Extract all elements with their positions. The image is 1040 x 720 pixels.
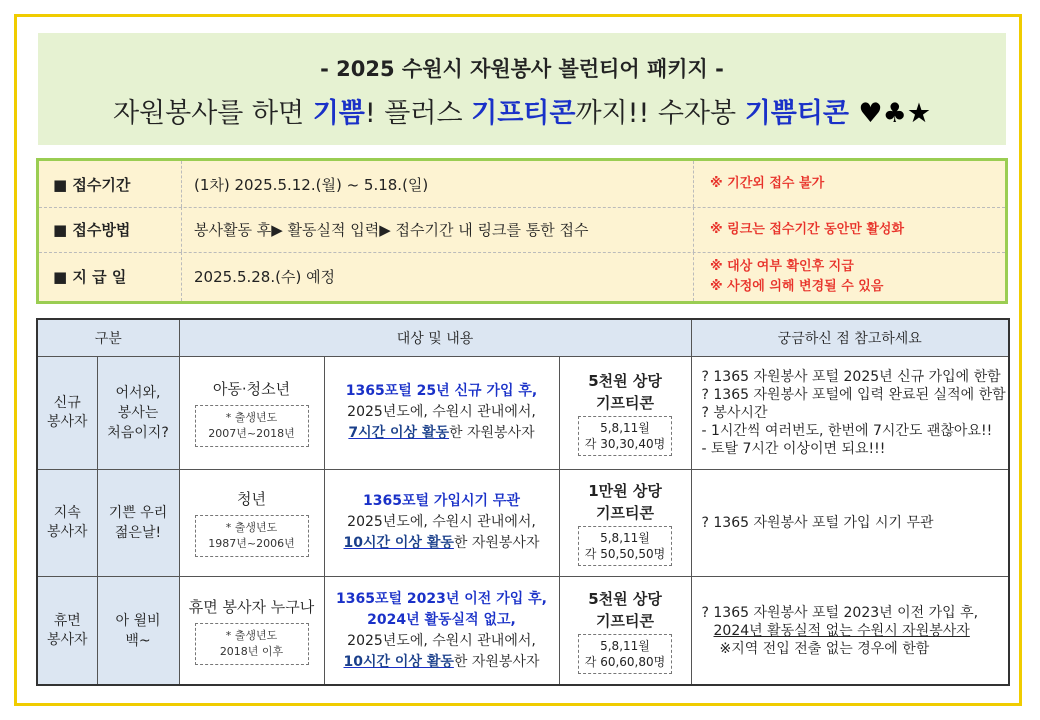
target-name: 아동·청소년 [212,380,291,399]
birth-label: * 출생년도 [225,629,278,643]
info-value: 봉사활동 후▶ 활동실적 입력▶ 접수기간 내 링크를 통한 접수 [181,207,693,252]
category-slogan [97,577,179,685]
content-tail: 한 자원봉사자 [449,425,535,442]
content-line: 2025년도에, 수원시 관내에서, [347,632,536,649]
reward-type: 기프티콘 [596,503,654,522]
category-line: 봉사자 [46,631,88,648]
banner-subtitle: - 2025 수원시 자원봉사 볼런티어 패키지 - [320,57,724,81]
birth-year-box [195,405,309,447]
content-bold: 1365포털 가입시기 무관 [363,493,520,510]
table-row [37,357,1009,470]
title-banner [38,33,1006,145]
birth-year-box [195,515,309,557]
content-line: 2025년도에, 수원시 관내에서, [347,404,536,421]
category-line: 휴면 [53,612,81,629]
category-line: 지속 [53,504,81,521]
category-type [37,469,97,577]
info-notes [693,161,1005,207]
reward-amount: 1만원 상당 [588,481,662,500]
content-hours: 10시간 이상 활동 [343,653,454,670]
info-note: ※ 기간외 접수 불가 [710,176,825,191]
faq-line: - 1시간씩 여러번도, 한번에 7시간도 괜찮아요!! [701,422,993,439]
faq-line: ? 1365 자원봉사 포털 2025년 신규 가입에 한함 [701,368,1001,385]
reward-type: 기프티콘 [596,611,654,630]
info-value: 2025.5.28.(수) 예정 [181,252,693,301]
target-name: 휴면 봉사자 누구나 [188,598,315,617]
banner-title-part: 자원봉사를 하면 [112,98,313,129]
info-box [36,158,1008,304]
info-row-payment [39,252,1005,301]
info-note: ※ 대상 여부 확인후 지급 [710,258,854,274]
content-hours: 10시간 이상 활동 [343,535,454,552]
category-slogan [97,469,179,577]
reward-amount: 5천원 상당 [588,371,662,390]
slogan-line: 처음이지? [107,424,169,441]
birth-year-box [195,623,309,665]
info-note: ※ 사정에 의해 변경될 수 있음 [710,278,884,294]
faq-notes [691,577,1009,685]
slogan-line: 봉사는 [117,404,159,421]
faq-line: ? 1365 자원봉사 포털에 입력 완료된 실적에 한함 [701,386,1006,403]
content-tail: 한 자원봉사자 [453,535,540,552]
content-line: 2025년도에, 수원시 관내에서, [347,514,536,531]
faq-notes [691,357,1009,470]
banner-title-part: 까지!! 수자봉 [575,98,745,129]
info-note: ※ 링크는 접수기간 동안만 활성화 [710,221,904,237]
slogan-line: 기쁜 우리 [108,504,168,521]
birth-label: * 출생년도 [225,521,278,535]
info-notes [693,207,1005,252]
reward-count: 각 30,30,40명 [584,436,666,451]
info-notes [693,252,1005,301]
target-group [179,357,324,470]
reward-schedule-box [578,526,672,566]
slogan-line: 어서와, [115,384,161,401]
info-value: (1차) 2025.5.12.(월) ~ 5.18.(일) [181,161,693,207]
info-row-method [39,207,1005,253]
reward-months: 5,8,11월 [600,530,650,545]
birth-range: 1987년~2006년 [208,537,295,551]
reward-count: 각 60,60,80명 [584,654,666,669]
banner-title-part: ! 플러스 [364,98,472,129]
content-bold: 2024년 활동실적 없고, [367,611,516,628]
info-label: ■ 접수방법 [53,221,131,239]
content-line [325,423,559,444]
target-group [179,469,324,577]
slogan-line: 백~ [125,632,151,649]
content-tail: 한 자원봉사자 [453,653,540,670]
reward [559,577,691,685]
category-line: 신규 [53,394,81,411]
program-table [36,318,1010,686]
faq-line: ? 봉사시간 [701,404,768,421]
faq-line: ? 1365 자원봉사 포털 2023년 이전 가입 후, [701,604,979,621]
table-row [37,577,1009,685]
header-faq: 궁금하신 점 참고하세요 [691,319,1009,357]
content-line [325,533,559,554]
header-category: 구분 [37,319,179,357]
banner-highlight-joy: 기쁨 [312,98,365,129]
table-header-row [37,319,1009,357]
category-line: 봉사자 [46,523,88,540]
banner-title [38,91,1006,130]
info-label: ■ 접수기간 [53,175,131,194]
eligibility-content [324,577,559,685]
reward [559,357,691,470]
reward [559,469,691,577]
birth-range: 2018년 이후 [219,645,284,659]
content-line [325,652,559,673]
faq-notes [691,469,1009,577]
reward-type: 기프티콘 [596,393,654,412]
faq-line: ? 1365 자원봉사 포털 가입 시기 무관 [701,514,934,531]
reward-schedule-box [578,416,672,456]
banner-symbols: ♥♣★ [849,98,932,129]
faq-line: 2024년 활동실적 없는 수원시 자원봉사자 [713,622,970,639]
slogan-line: 젊은날! [114,524,162,541]
info-label: ■ 지 급 일 [53,268,127,286]
header-content: 대상 및 내용 [179,319,691,357]
target-group [179,577,324,685]
target-name: 청년 [237,490,266,509]
category-line: 봉사자 [46,413,88,430]
eligibility-content [324,469,559,577]
content-bold: 1365포털 25년 신규 가입 후, [345,383,538,400]
reward-months: 5,8,11월 [600,420,650,435]
content-bold: 1365포털 2023년 이전 가입 후, [336,590,547,607]
slogan-line: 아 윌비 [115,612,161,629]
category-type [37,577,97,685]
faq-line: - 토탈 7시간 이상이면 되요!!! [701,440,886,457]
content-hours: 7시간 이상 활동 [348,425,450,442]
birth-range: 2007년~2018년 [208,427,295,441]
reward-count: 각 50,50,50명 [584,546,666,561]
banner-highlight-brand: 기쁨티콘 [744,98,850,129]
eligibility-content [324,357,559,470]
faq-line: ※지역 전입 전출 없는 경우에 한함 [719,640,930,657]
category-slogan [97,357,179,470]
birth-label: * 출생년도 [225,411,278,425]
reward-months: 5,8,11월 [600,638,650,653]
info-row-period [39,161,1005,208]
reward-schedule-box [578,634,672,674]
category-type [37,357,97,470]
banner-highlight-gifticon: 기프티콘 [471,98,576,129]
reward-amount: 5천원 상당 [588,589,662,608]
table-row [37,469,1009,577]
